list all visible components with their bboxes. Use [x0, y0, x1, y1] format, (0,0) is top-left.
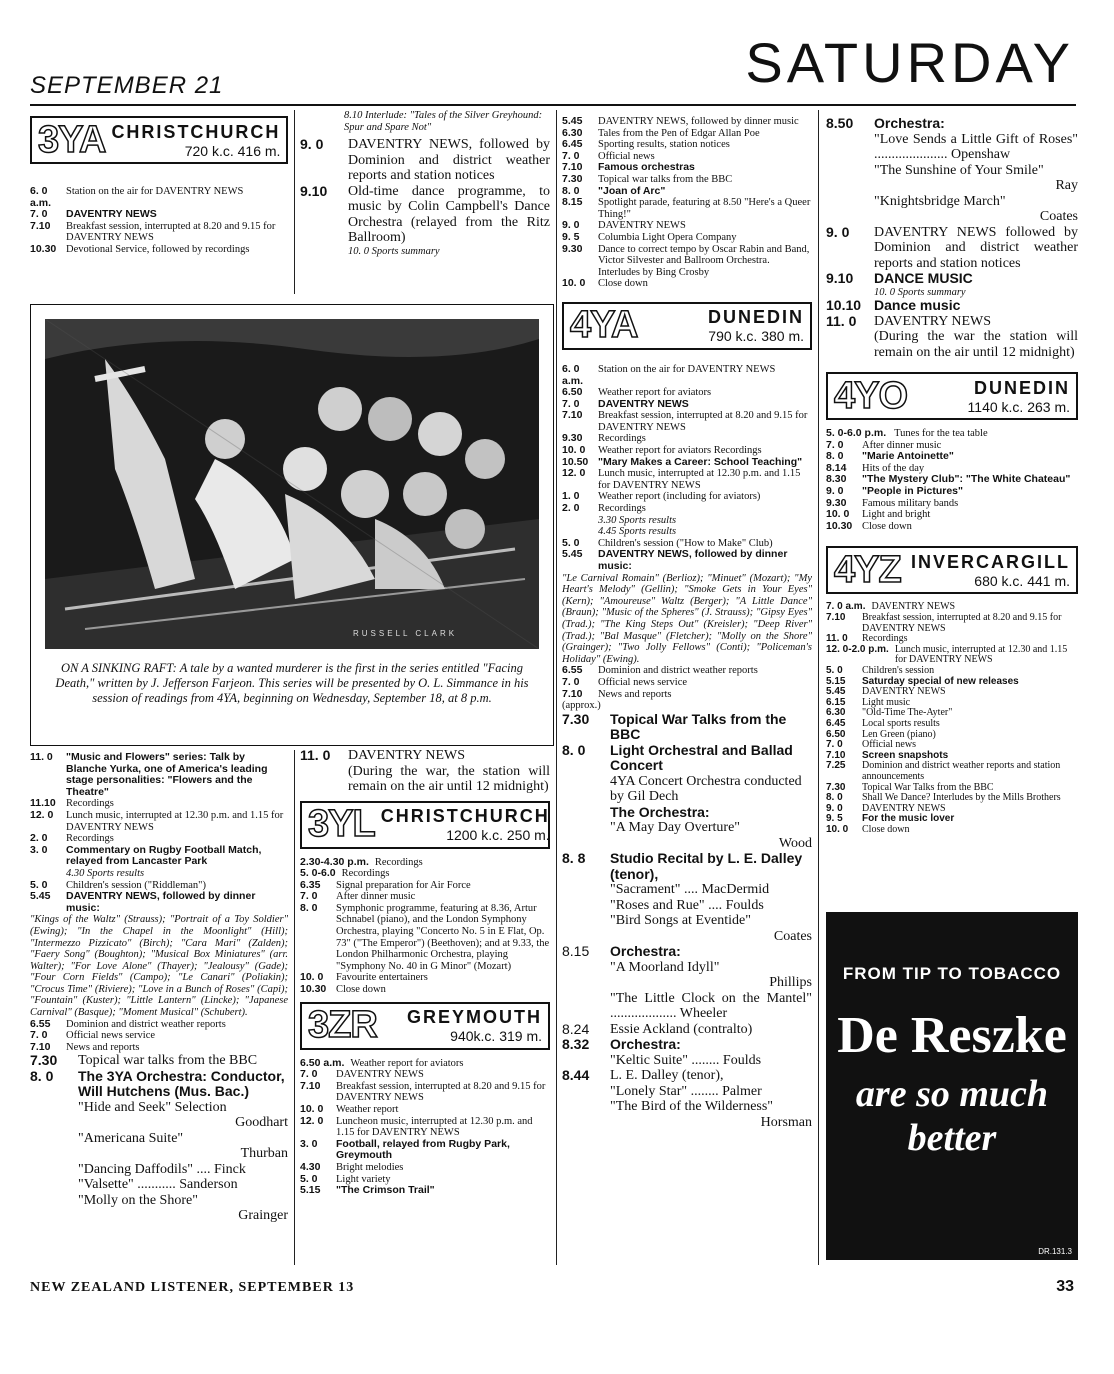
schedule-row: 7.30 Topical war talks from the BBC	[562, 172, 733, 185]
station-frequency: 720 k.c. 416 m.	[184, 142, 281, 159]
dinner-music-list: "Kings of the Waltz" (Strauss); "Portrait of a Toy Soldier" (Ewing); "In the Chapel in the Moonlight" (Hill); "Intermezzo Pizzicato" (Birch); "Cara Mari" (Zalden); "Faery Song" (Boughton); "Musical Box Miniatures" (arr. Walter); "For Love Alone" (Thayer); "Jealousy" (Gade); "Four Corn Fields" (Campo); "Le Canari" (Poliakin); "Crocus Time" (Riviere); "Love in a Bunch of Roses" (Capi); "Fountain" (Kuster); "Little Lantern" (Lincke); "Japanese Carnival" (Basque); "Moment Musical" (Schubert).	[30, 914, 288, 1019]
schedule-row: 5.45 DAVENTRY NEWS, followed by dinner music:	[30, 890, 256, 914]
schedule-row: 8. 0 "Joan of Arc"	[562, 184, 666, 197]
piece-item: "The Bird of the Wilderness" Horsman	[610, 1099, 812, 1130]
schedule-row: 8. 0 Shall We Dance? Interludes by the Mills Brothers	[826, 792, 1061, 804]
schedule-row: 8. 8 Studio Recital by L. E. Dalley (tenor),	[562, 850, 803, 882]
schedule-row: 8.44 L. E. Dalley (tenor),	[562, 1067, 724, 1084]
schedule-row: 6.55 Dominion and district weather reports	[562, 664, 758, 677]
schedule-row: 7.10 Breakfast session, interrupted at 8.20 and 9.15 for DAVENTRY NEWS	[562, 409, 808, 433]
schedule-row: 6.50 Weather report for aviators	[562, 386, 712, 399]
column-3ya-afternoon	[30, 752, 288, 1224]
schedule-row: 10. 0 Light and bright	[826, 508, 931, 521]
schedule-row: 7. 0 Official news	[826, 739, 916, 751]
schedule-row: 8.24 Essie Ackland (contralto)	[562, 1020, 753, 1037]
schedule-row: 8.14 Hits of the day	[826, 461, 925, 474]
schedule-row: 12. 0 Lunch music, interrupted at 12.30 p.m. and 1.15 for DAVENTRY NEWS	[562, 467, 801, 491]
station-call-sign: 3YL	[308, 803, 375, 845]
schedule-row: 10.30 Close down	[826, 519, 912, 532]
column-3ya-morning	[30, 110, 288, 256]
day-heading: SATURDAY	[745, 31, 1074, 94]
schedule-row: 6.15 Light music	[826, 696, 911, 708]
schedule-row: 5. 0 Children's session ("How to Make" Club)	[562, 536, 773, 549]
de-reszke-advertisement	[826, 912, 1078, 1260]
approx-note: (approx.)	[562, 700, 601, 712]
station-call-sign: 3YA	[38, 118, 106, 161]
schedule-row: 6.50 Len Green (piano)	[826, 728, 936, 740]
schedule-row: 7. 0 Official news service	[30, 1029, 156, 1042]
schedule-row: 8.15 Spotlight parade, featuring at 8.50 "Here's a Queer Thing!"	[562, 196, 811, 220]
station-city: CHRISTCHURCH	[111, 121, 281, 142]
schedule-row: 9. 0 DAVENTRY NEWS, followed by Dominion and district weather reports and station notices	[300, 136, 550, 184]
schedule-row: 7. 0 DAVENTRY NEWS	[30, 208, 157, 221]
schedule-row: 1. 0 Weather report (including for aviators)	[562, 490, 761, 503]
piece-item: "Roses and Rue" .... Foulds	[610, 897, 764, 913]
schedule-row: 12. 0 Luncheon music, interrupted at 12.30 p.m. and 1.15 for DAVENTRY NEWS	[300, 1114, 533, 1139]
schedule-row: 4.30 Sports results	[66, 867, 145, 879]
station-frequency: 790 k.c. 380 m.	[708, 328, 804, 345]
schedule-row: 5.15 Saturday special of new releases	[826, 675, 1019, 687]
column-3ya-evening	[300, 110, 550, 257]
schedule-row: 8. 0 "Marie Antoinette"	[826, 450, 954, 463]
station-city: GREYMOUTH	[407, 1007, 542, 1028]
orchestra-label: The Orchestra:	[610, 803, 710, 820]
piece-item: "The Little Clock on the Mantel" ................... Wheeler	[610, 990, 812, 1022]
piece-item: "Lonely Star" ........ Palmer	[610, 1083, 762, 1099]
column-divider	[556, 110, 557, 1265]
station-city: CHRISTCHURCH	[380, 806, 550, 826]
schedule-row: 7. 0 DAVENTRY NEWS	[562, 397, 689, 410]
sports-results: 3.30 Sports results	[598, 514, 677, 526]
station-frequency: 1140 k.c. 263 m.	[967, 398, 1070, 415]
station-call-sign: 4YO	[834, 374, 908, 417]
schedule-row: 9. 0 DAVENTRY NEWS followed by Dominion and district weather reports and station notices	[826, 223, 1078, 271]
ad-slogan-line-1: are so much	[855, 1073, 1049, 1115]
header-rule	[30, 104, 1076, 106]
schedule-row: 7.25 Dominion and district weather reports and station announcements	[826, 760, 1061, 782]
schedule-row: 6.45 Local sports results	[826, 717, 940, 729]
illustration-caption: ON A SINKING RAFT: A tale by a wanted murderer is the first in the series entitled "Facing Death," written by J. Jefferson Farjeon. This series will be presented by O. L. Simmance in his session of readings from 4YA, beginning on Wednesday, September 18, at 8 p.m.	[55, 661, 529, 705]
schedule-row: 3. 0 Commentary on Rugby Football Match, relayed from Lancaster Park	[30, 843, 262, 868]
schedule-row: 4.30 Bright melodies	[300, 1160, 404, 1173]
schedule-row: 7.10 News and reports	[30, 1040, 140, 1053]
station-city: DUNEDIN	[973, 377, 1070, 398]
schedule-row: 5.45 DAVENTRY NEWS, followed by dinner music:	[562, 548, 788, 572]
schedule-row: 11. 0 DAVENTRY NEWS	[300, 747, 466, 763]
schedule-row: 12. 0 Lunch music, interrupted at 12.30 p.m. and 1.15 for DAVENTRY NEWS	[30, 808, 284, 833]
schedule-row: 9.30 Recordings	[562, 432, 646, 445]
schedule-row: 9. 5 Columbia Light Opera Company	[562, 230, 737, 243]
schedule-row: 9. 0 DAVENTRY NEWS	[826, 802, 946, 814]
schedule-row: 7.10 Screen snapshots	[826, 749, 949, 761]
schedule-row: 7. 0 Official news service	[562, 675, 688, 688]
station-call-sign: 4YA	[570, 304, 638, 347]
schedule-row: 10. 0 Favourite entertainers	[300, 971, 428, 984]
schedule-row: 9. 5 For the music lover	[826, 813, 955, 825]
station-call-sign: 4YZ	[834, 548, 901, 591]
schedule-row: 9.30 Dance to correct tempo by Oscar Rabin and Band, Victor Silvester and Ballroom Orchestra. Interludes by Bing Crosby	[562, 242, 810, 278]
station-banner-3ya	[30, 116, 288, 164]
piece-item: "Dancing Daffodils" .... Finck	[78, 1161, 246, 1177]
ad-tagline: FROM TIP TO TOBACCO	[842, 964, 1062, 983]
raft-illustration	[45, 319, 539, 649]
schedule-row: 6. 0 a.m. Station on the air for DAVENTRY NEWS	[562, 362, 776, 387]
sports-results: 4.45 Sports results	[598, 526, 677, 538]
column-divider	[294, 750, 295, 1265]
schedule-row: 7. 0 Official news	[562, 149, 655, 162]
piece-item: "The Sunshine of Your Smile" Ray	[874, 162, 1078, 193]
schedule-row: 2. 0 Recordings	[562, 502, 646, 515]
piece-item: "Americana Suite" Thurban	[78, 1130, 288, 1162]
date-heading: SEPTEMBER 21	[30, 72, 224, 99]
piece-item: "Love Sends a Little Gift of Roses" ..................... Openshaw	[874, 131, 1078, 162]
schedule-row: 10. 0 Close down	[826, 823, 910, 835]
midnight-note: (During the war, the station will remain on the air until 12 midnight)	[348, 763, 550, 794]
artist-signature: RUSSELL CLARK	[353, 629, 458, 638]
schedule-row: 10. 0 Weather report for aviators Recordings	[562, 444, 762, 457]
schedule-row: 9. 0 "People in Pictures"	[826, 485, 963, 498]
schedule-row: 10.50 "Mary Makes a Career: School Teaching"	[562, 455, 803, 468]
concert-note: 4YA Concert Orchestra conducted by Gil Dech	[610, 773, 802, 805]
column-4ya-late-4yo-4yz	[826, 116, 1078, 836]
schedule-row: 2. 0 Recordings	[30, 832, 114, 845]
station-banner-4yo	[826, 372, 1078, 420]
piece-item: "A May Day Overture" Wood	[610, 820, 812, 851]
station-call-sign: 3ZR	[308, 1004, 377, 1047]
column-divider	[294, 110, 295, 294]
schedule-row: 6. 0 a.m. Station on the air for DAVENTRY NEWS	[30, 185, 244, 209]
schedule-row: 8.50 Orchestra:	[826, 115, 945, 131]
station-city: DUNEDIN	[707, 307, 804, 328]
column-divider	[818, 110, 819, 1265]
dinner-music-list: "Le Carnival Romain" (Berlioz); "Minuet" (Mozart); "My Heart's Melody" (Gellin); "Smoke Gets in Your Eyes" (Kern); "Amoureuse" Waltz (Berger); "A Little Dance" (Braun); "Music of the Spheres" (J. Strauss); "Gipsy Eyes" (Trad.); "The King Steps Out" (Kreisler); "Deep River" (Trad.); "Bal Masque" (Fletcher); "Molly on the Shore" (Grainger); "Two Jolly Fellows" (Conti); "Policeman's Holiday" (Ewing).	[562, 572, 812, 665]
schedule-row: 5. 0 Light variety	[300, 1172, 391, 1185]
piece-item: "Sacrament" .... MacDermid	[610, 882, 770, 898]
midnight-note: (During the war the station will remain on the air until 12 midnight)	[874, 329, 1078, 360]
schedule-row: 7. 0 After dinner music	[826, 438, 942, 451]
piece-item: "Hide and Seek" Selection Goodhart	[78, 1099, 288, 1131]
illustration-panel	[30, 304, 554, 746]
schedule-row: 7.10 Breakfast session, interrupted at 8.20 and 9.15 for DAVENTRY NEWS	[300, 1079, 546, 1104]
schedule-row: 6.50 a.m. Weather report for aviators	[300, 1056, 464, 1069]
schedule-row: 11. 0 Recordings	[826, 633, 908, 645]
schedule-row: 10.30 Close down	[300, 983, 386, 996]
schedule-row: 5. 0 Children's session ("Riddleman")	[30, 878, 206, 891]
schedule-row: 7.10 Breakfast session, interrupted at 8.20 and 9.15 for DAVENTRY NEWS	[826, 612, 1062, 634]
schedule-row: 7.10 Breakfast session, interrupted at 8.20 and 9.15 for DAVENTRY NEWS	[30, 219, 276, 244]
schedule-row: 9. 0 DAVENTRY NEWS	[562, 219, 686, 232]
schedule-row: 7. 0 a.m. DAVENTRY NEWS	[826, 601, 956, 613]
schedule-row: 5.45 DAVENTRY NEWS	[826, 686, 946, 698]
schedule-row: 5.45 DAVENTRY NEWS, followed by dinner music	[562, 115, 799, 127]
schedule-row: 10. 0 Weather report	[300, 1103, 399, 1115]
station-frequency: 680 k.c. 441 m.	[974, 572, 1070, 589]
schedule-row: 10. 0 Close down	[562, 277, 648, 290]
station-banner-4ya	[562, 302, 812, 350]
piece-item: "Keltic Suite" ........ Foulds	[610, 1052, 762, 1068]
piece-item: "Valsette" ........... Sanderson	[78, 1177, 238, 1193]
footer-publication: NEW ZEALAND LISTENER, SEPTEMBER 13	[30, 1280, 355, 1295]
piece-item: "A Moorland Idyll" Phillips	[610, 959, 812, 991]
schedule-row: 3. 0 Football, relayed from Rugby Park, Greymouth	[300, 1137, 510, 1162]
schedule-row: 11. 0 DAVENTRY NEWS	[826, 312, 992, 329]
station-banner-3zr	[300, 1002, 550, 1050]
schedule-row: 7.10 News and reports	[562, 687, 672, 700]
station-frequency: 940k.c. 319 m.	[450, 1028, 542, 1045]
schedule-row: 8. 0 The 3YA Orchestra: Conductor, Will Hutchens (Mus. Bac.)	[30, 1067, 285, 1100]
piece-item: "Bird Songs at Eventide" Coates	[610, 913, 812, 944]
station-banner-3yl	[300, 801, 550, 849]
station-banner-4yz	[826, 546, 1078, 594]
schedule-row: 7.30 Topical War Talks from the BBC	[562, 710, 787, 743]
schedule-row: 5. 0-6.0 p.m. Tunes for the tea table	[826, 427, 988, 440]
schedule-row: 8.32 Orchestra:	[562, 1036, 681, 1053]
schedule-row: 11.10 Recordings	[30, 797, 114, 810]
schedule-row: 6.30 Tales from the Pen of Edgar Allan Poe	[562, 126, 760, 139]
schedule-row: 7.10 Famous orchestras	[562, 161, 695, 174]
schedule-row: 12. 0-2.0 p.m. Lunch music, interrupted at 12.30 and 1.15 for DAVENTRY NEWS	[826, 643, 1068, 666]
schedule-row: 11. 0 "Music and Flowers" series: Talk by Blanche Yurka, one of America's leading stage personalities: "Flowers and the Theatre"	[30, 751, 268, 798]
sports-summary: 10. 0 Sports summary	[348, 245, 440, 257]
schedule-row: 6.35 Signal preparation for Air Force	[300, 878, 471, 891]
piece-item: "Molly on the Shore" Grainger	[78, 1192, 288, 1224]
station-frequency: 1200 k.c. 250 m.	[446, 827, 550, 843]
schedule-row: 8.15 Orchestra:	[562, 943, 681, 960]
schedule-row: 6.45 Sporting results, station notices	[562, 138, 730, 151]
schedule-row: 5. 0-6.0 Recordings	[300, 867, 390, 880]
schedule-row: 8.30 "The Mystery Club": "The White Chateau"	[826, 473, 1071, 486]
page-number: 33	[1056, 1278, 1074, 1295]
schedule-row: 6.55 Dominion and district weather reports	[30, 1017, 226, 1030]
schedule-row: 10.30 Devotional Service, followed by recordings	[30, 242, 250, 255]
ad-slogan-line-2: better	[907, 1117, 997, 1159]
schedule-row: 8. 0 Light Orchestral and Ballad Concert	[562, 741, 793, 774]
station-city: INVERCARGILL	[911, 551, 1070, 572]
schedule-row: 7.30 Topical war talks from the BBC	[30, 1052, 258, 1069]
sports-summary: 10. 0 Sports summary	[874, 286, 966, 298]
schedule-row: 5. 0 Children's session	[826, 665, 935, 676]
column-4ya	[562, 116, 812, 1130]
schedule-row: 7. 0 DAVENTRY NEWS	[300, 1068, 424, 1081]
schedule-row: 7. 0 After dinner music	[300, 890, 416, 903]
schedule-row: 8. 0 Symphonic programme, featuring at 8.36, Artur Schnabel (piano), and the London Symphony Orchestra, playing "Concerto No. 5 in E Flat, Op. 73" ("The Emperor") (Beethoven); and at 9.33, the London Philharmonic Orchestra, playing "Symphony No. 40 in G Minor" (Mozart)	[300, 901, 550, 972]
schedule-row: 9.10 DANCE MUSIC	[826, 270, 973, 286]
schedule-row: 9.30 Famous military bands	[826, 496, 959, 509]
ad-code: DR.131.3	[1038, 1247, 1072, 1256]
column-3yl-3zr	[300, 748, 550, 1197]
schedule-row: 9.10 Old-time dance programme, to music by Colin Campbell's Dance Orchestra (relayed from the Ritz Ballroom)	[300, 182, 550, 246]
interlude-note: 8.10 Interlude: "Tales of the Silver Greyhound: Spur and Spare Not"	[344, 110, 543, 133]
schedule-row: 10.10 Dance music	[826, 297, 961, 314]
schedule-row: 7.30 Topical War Talks from the BBC	[826, 781, 994, 793]
schedule-row: 2.30-4.30 p.m. Recordings	[300, 855, 423, 868]
ad-brand: De Reszke	[837, 1007, 1067, 1064]
schedule-row: 6.30 "Old-Time The-Ayter"	[826, 707, 953, 719]
schedule-row: 5.15 "The Crimson Trail"	[300, 1184, 435, 1197]
piece-item: "Knightsbridge March" Coates	[874, 193, 1078, 224]
